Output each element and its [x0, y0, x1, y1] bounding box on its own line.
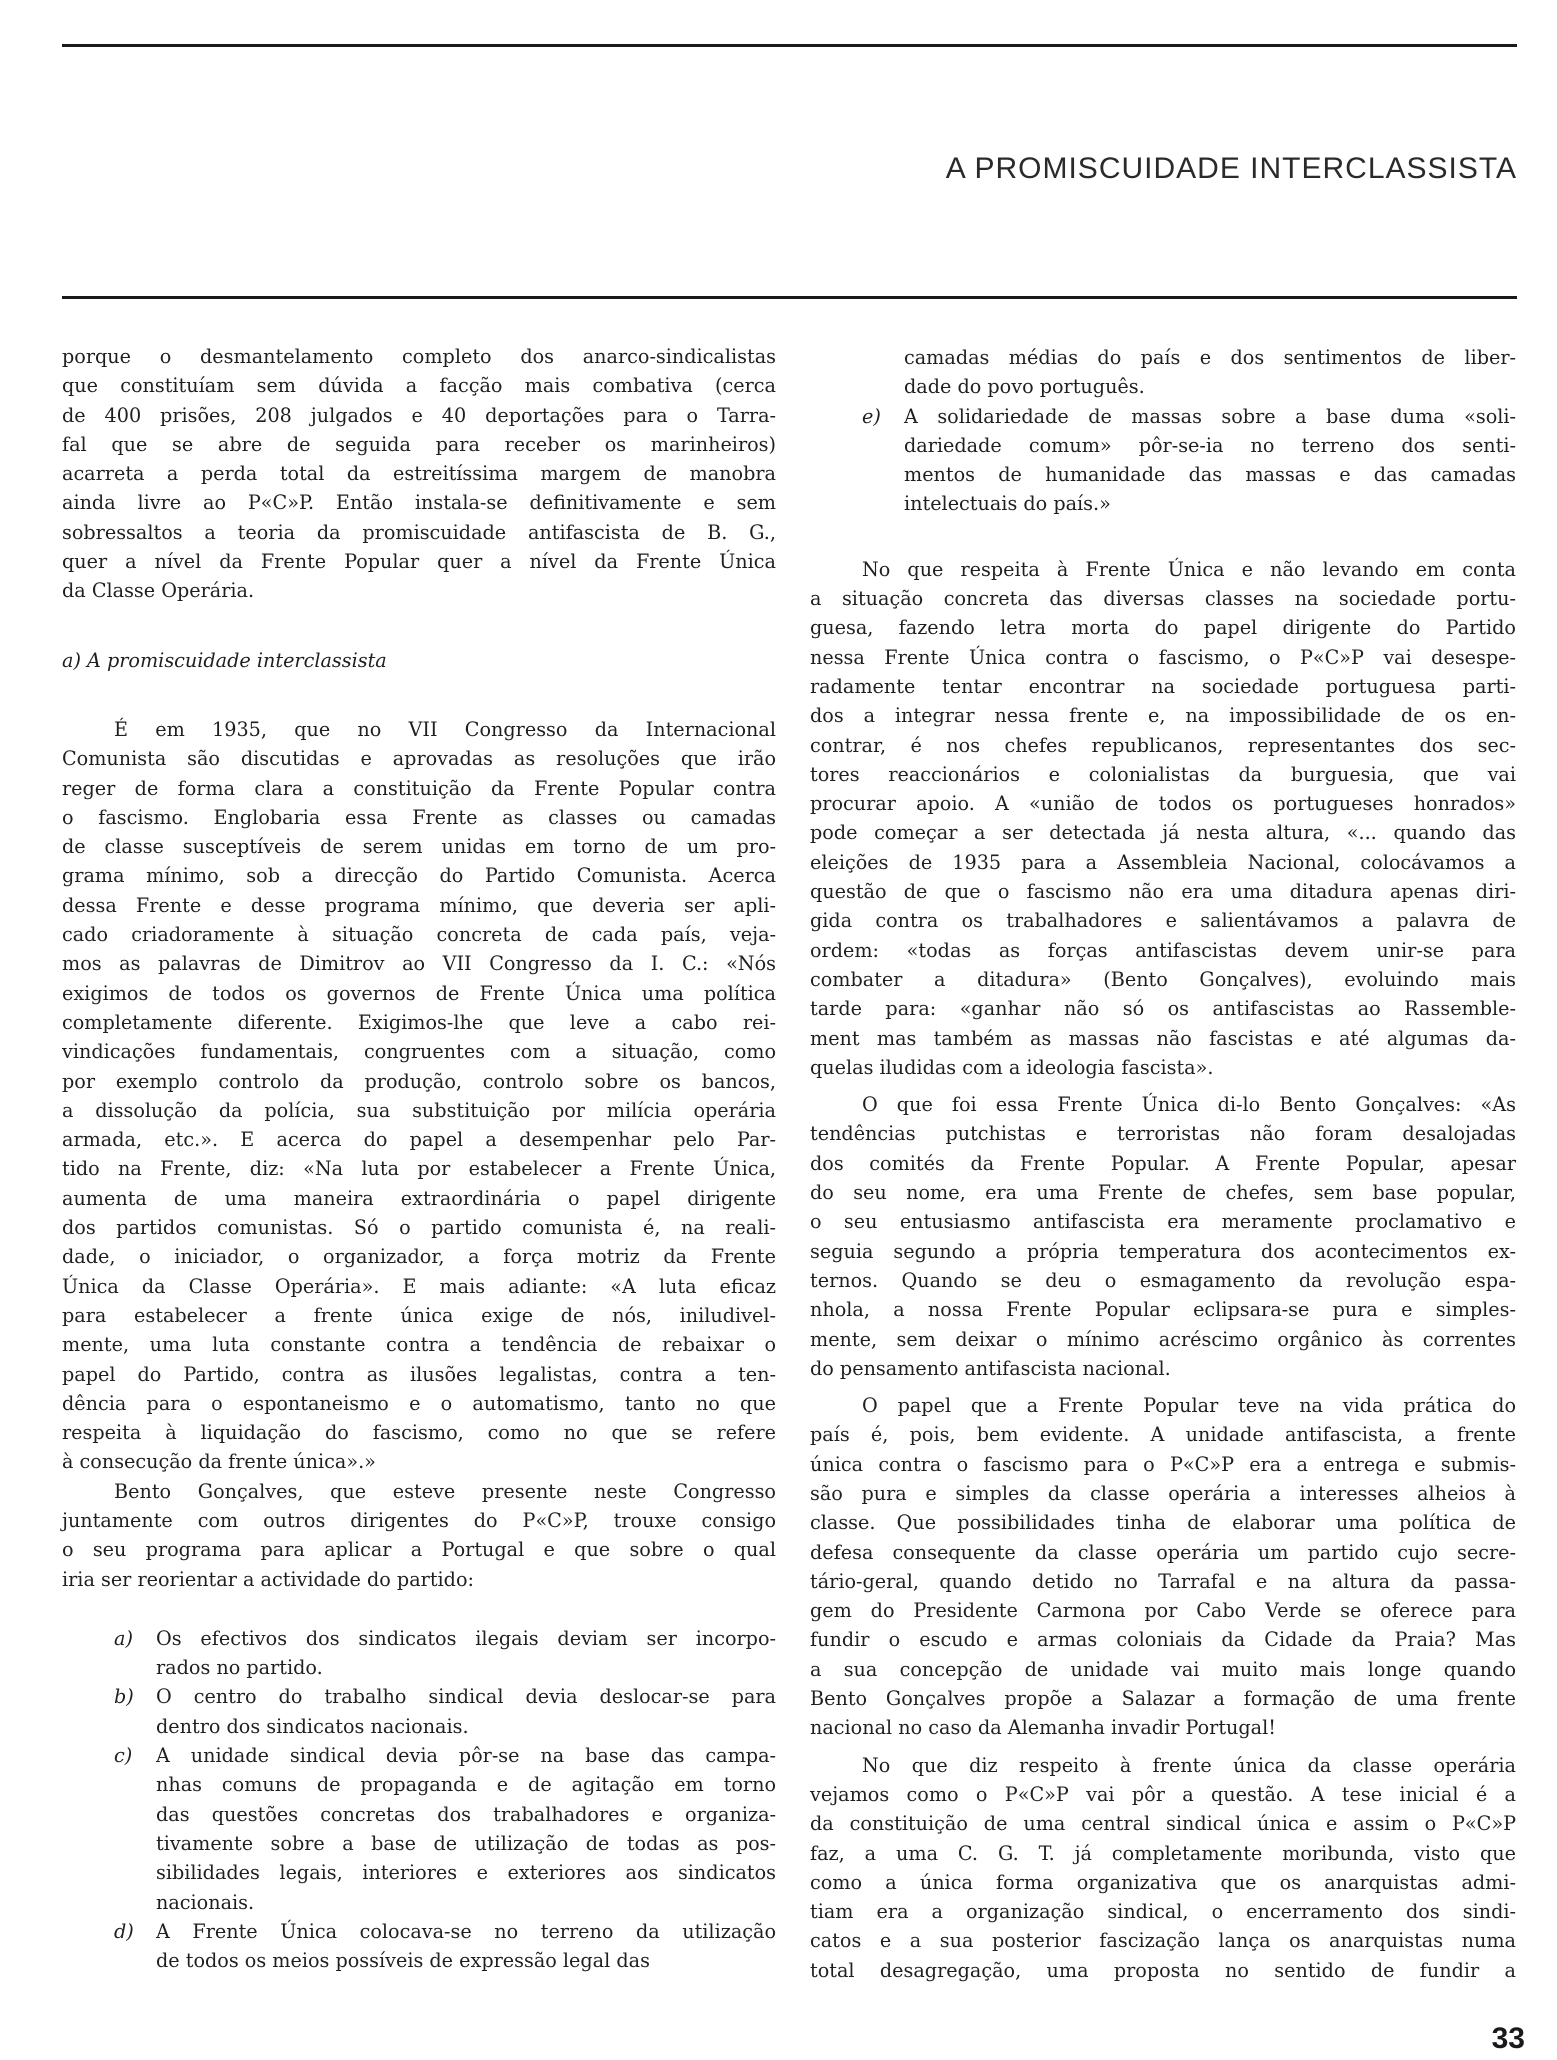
text-line: à consecução da frente única».» — [62, 1450, 376, 1474]
text-line: país é, pois, bem evidente. A unidade antifascista, a frente — [810, 1423, 1516, 1447]
list-item-line — [62, 1917, 776, 1946]
list-item-d-continued — [810, 343, 1516, 402]
text-line: como a única forma organizativa que os anarquistas admi- — [810, 1870, 1516, 1894]
list-item-text: nacionais. — [156, 1890, 255, 1914]
text-line: são pura e simples da classe operária a interesses alheios à — [810, 1481, 1516, 1505]
list-item-text: O centro do trabalho sindical devia deslocar-se para — [156, 1685, 776, 1709]
text-line: eleições de 1935 para a Assembleia Nacional, colocávamos a — [810, 850, 1516, 874]
list-item-e — [810, 402, 1516, 519]
list-item-text: A unidade sindical devia pôr-se na base das campa- — [156, 1744, 776, 1768]
text-line: exigimos de todos os governos de Frente Única uma política — [62, 981, 776, 1005]
text-line: a sua concepção de unidade vai muito mais longe quando — [810, 1657, 1516, 1681]
text-line: grama mínimo, sob a direcção do Partido Comunista. Acerca — [62, 864, 776, 888]
list-item — [62, 1917, 776, 1976]
paragraph-1 — [62, 342, 776, 606]
text-line: a dissolução da polícia, sua substituição por milícia operária — [62, 1098, 776, 1122]
list-item — [62, 1682, 776, 1741]
text-line: do pensamento antifascista nacional. — [810, 1356, 1171, 1380]
text-line: faz, a uma C. G. T. já completamente moribunda, visto que — [810, 1841, 1516, 1865]
text-line: mente, uma luta constante contra a tendência de rebaixar o — [62, 1333, 776, 1357]
text-line: seguia segundo a própria temperatura dos acontecimentos ex- — [810, 1239, 1516, 1263]
text-line: gida contra os trabalhadores e salientávamos a palavra de — [810, 909, 1516, 933]
text-line: o seu entusiasmo antifascista era meramente proclamativo e — [810, 1210, 1516, 1234]
list-item-line — [810, 431, 1516, 460]
text-line: do seu nome, era uma Frente de chefes, sem base popular, — [810, 1181, 1516, 1205]
section-title: A PROMISCUIDADE INTERCLASSISTA — [945, 152, 1517, 185]
list-item-label: b) — [114, 1685, 134, 1709]
text-line: juntamente com outros dirigentes do P«C»P, trouxe consigo — [62, 1508, 776, 1532]
list-item-text: tivamente sobre a base de utilização de todas as pos- — [156, 1831, 776, 1855]
text-line: armada, etc.». E acerca do papel a desempenhar pelo Par- — [62, 1128, 776, 1152]
text-line: ternos. Quando se deu o esmagamento da revolução espa- — [810, 1268, 1516, 1292]
list-item-line — [62, 1888, 776, 1917]
list-item-line — [62, 1653, 776, 1682]
text-line: porque o desmantelamento completo dos anarco-sindicalistas — [62, 345, 776, 368]
text-line: vindicações fundamentais, congruentes com a situação, como — [62, 1040, 776, 1064]
text-line: Única da Classe Operária». E mais adiante: «A luta eficaz — [62, 1274, 776, 1298]
text-line: total desagregação, uma proposta no sentido de fundir a — [810, 1958, 1516, 1982]
list-item-text: Os efectivos dos sindicatos ilegais deviam ser incorpo- — [156, 1626, 776, 1650]
list-item-text: mentos de humanidade das massas e das camadas — [904, 463, 1516, 487]
paragraph-2 — [62, 715, 776, 1477]
list-item-line — [62, 1770, 776, 1799]
text-line: da Classe Operária. — [62, 579, 255, 603]
text-line: dos partidos comunistas. Só o partido comunista é, na reali- — [62, 1216, 776, 1240]
list-item-text: dentro dos sindicatos nacionais. — [156, 1714, 469, 1738]
list-item — [62, 1624, 776, 1683]
text-line: É em 1935, que no VII Congresso da Internacional — [114, 717, 776, 741]
text-line: mente, sem deixar o mínimo acréscimo orgânico às correntes — [810, 1327, 1516, 1351]
text-line: tiam era a organização sindical, o encerramento dos sindi- — [810, 1900, 1516, 1924]
text-line: tário-geral, quando detido no Tarrafal e na altura da passa- — [810, 1569, 1516, 1593]
spacer — [62, 675, 776, 715]
list-item-line — [810, 489, 1516, 518]
text-line: Comunista são discutidas e aprovadas as resoluções que irão — [62, 747, 776, 771]
text-line: radamente tentar encontrar na sociedade portuguesa parti- — [810, 674, 1516, 698]
list-item-line — [62, 1858, 776, 1887]
text-line: procurar apoio. A «união de todos os portugueses honrados» — [810, 792, 1516, 816]
text-line: dos comités da Frente Popular. A Frente Popular, apesar — [810, 1151, 1516, 1175]
spacer — [810, 519, 1516, 555]
text-line: a situação concreta das diversas classes na sociedade portu- — [810, 587, 1516, 611]
list-item-label: c) — [114, 1744, 133, 1768]
text-line: fundir o escudo e armas coloniais da Cidade da Praia? Mas — [810, 1628, 1516, 1652]
text-line: combater a ditadura» (Bento Gonçalves), evoluindo mais — [810, 967, 1516, 991]
list-item-line — [62, 1682, 776, 1711]
text-line: tendências putchistas e terroristas não foram desalojadas — [810, 1122, 1516, 1146]
text-line: ainda livre ao P«C»P. Então instala-se definitivamente e sem — [62, 491, 776, 515]
section-heading: a) A promiscuidade interclassista — [62, 648, 387, 672]
list-item-line — [62, 1829, 776, 1858]
paragraph-r1 — [810, 555, 1516, 1082]
text-line: contrar, é nos chefes republicanos, representantes dos sec- — [810, 733, 1516, 757]
paragraph-r2 — [810, 1090, 1516, 1383]
right-column — [810, 343, 1516, 1985]
top-rule — [62, 44, 1517, 47]
list-item-text: sibilidades legais, interiores e exteriores aos sindicatos — [156, 1861, 776, 1885]
text-line: tido na Frente, diz: «Na luta por estabelecer a Frente Única, — [62, 1157, 776, 1181]
text-line: quelas iludidas com a ideologia fascista». — [810, 1055, 1214, 1079]
text-line: nessa Frente Única contra o fascismo, o P«C»P vai desespe- — [810, 645, 1516, 669]
text-line: catos e a sua posterior fascização lança os anarquistas numa — [810, 1929, 1516, 1953]
text-line: gem do Presidente Carmona por Cabo Verde se oferece para — [810, 1599, 1516, 1623]
list-item — [810, 402, 1516, 519]
list-item-label: d) — [114, 1919, 134, 1943]
text-line: para estabelecer a frente única exige de nós, iniludivel- — [62, 1303, 776, 1327]
paragraph-3 — [62, 1477, 776, 1594]
list-items — [62, 1624, 776, 1976]
text-line: respeita à liquidação do fascismo, como no que se refere — [62, 1421, 776, 1445]
text-line: nhola, a nossa Frente Popular eclipsara-se pura e simples- — [810, 1298, 1516, 1322]
list-item-text: intelectuais do país.» — [904, 492, 1111, 516]
text-line: tores reaccionários e colonialistas da burguesia, que vai — [810, 762, 1516, 786]
text-line: aumenta de uma maneira extraordinária o papel dirigente — [62, 1186, 776, 1210]
list-item-text: das questões concretas dos trabalhadores e organiza- — [156, 1802, 776, 1826]
text-line: dade do povo português. — [904, 375, 1145, 399]
text-line: camadas médias do país e dos sentimentos de liber- — [904, 346, 1516, 369]
paragraph-r4 — [810, 1751, 1516, 1985]
text-line: pode começar a ser detectada já nesta altura, «... quando das — [810, 821, 1516, 845]
list-item-line — [62, 1624, 776, 1653]
text-line: única contra o fascismo para o P«C»P era a entrega e submis- — [810, 1452, 1516, 1476]
text-line: No que respeita à Frente Única e não levando em conta — [862, 557, 1516, 581]
list-item — [62, 1741, 776, 1917]
list-item-text: A solidariedade de massas sobre a base duma «soli- — [904, 404, 1516, 428]
paragraph-r3 — [810, 1391, 1516, 1743]
list-item-line — [62, 1741, 776, 1770]
text-line: reger de forma clara a constituição da Frente Popular contra — [62, 776, 776, 800]
left-column — [62, 342, 776, 1975]
text-line: dos a integrar nessa frente e, na impossibilidade de os en- — [810, 704, 1516, 728]
text-line: o fascismo. Englobaria essa Frente as classes ou camadas — [62, 805, 776, 829]
text-line: Bento Gonçalves, que esteve presente neste Congresso — [114, 1479, 776, 1503]
list-item-line — [810, 460, 1516, 489]
text-line: defesa consequente da classe operária um partido cujo secre- — [810, 1540, 1516, 1564]
text-line: completamente diferente. Exigimos-lhe que leve a cabo rei- — [62, 1010, 776, 1034]
text-line: o seu programa para aplicar a Portugal e que sobre o qual — [62, 1538, 776, 1562]
header-rule — [62, 296, 1517, 299]
text-line: iria ser reorientar a actividade do partido: — [62, 1567, 474, 1591]
text-line: papel do Partido, contra as ilusões legalistas, contra a ten- — [62, 1362, 776, 1386]
spacer — [62, 606, 776, 646]
text-line: mos as palavras de Dimitrov ao VII Congresso da I. C.: «Nós — [62, 952, 776, 976]
text-line: de 400 prisões, 208 julgados e 40 deportações para o Tarra- — [62, 403, 776, 427]
list-item-text: nhas comuns de propaganda e de agitação em torno — [156, 1773, 776, 1797]
list-item-line — [62, 1800, 776, 1829]
text-line: ment mas também as massas não fascistas e até algumas da- — [810, 1026, 1516, 1050]
list-item-line — [810, 402, 1516, 431]
text-line: vejamos como o P«C»P vai pôr a questão. A tese inicial é a — [810, 1782, 1516, 1806]
text-line: sobressaltos a teoria da promiscuidade antifascista de B. G., — [62, 520, 776, 544]
list-item-label: a) — [114, 1626, 133, 1650]
list-item-line — [62, 1712, 776, 1741]
text-line: tarde para: «ganhar não só os antifascistas ao Rassemble- — [810, 997, 1516, 1021]
list-item-text: dariedade comum» pôr-se-ia no terreno dos senti- — [904, 433, 1516, 457]
text-line: guesa, fazendo letra morta do papel dirigente do Partido — [810, 616, 1516, 640]
list-item-label: e) — [862, 404, 881, 428]
list-item-text: de todos os meios possíveis de expressão legal das — [156, 1949, 650, 1973]
text-line: O papel que a Frente Popular teve na vida prática do — [862, 1394, 1516, 1418]
text-line: No que diz respeito à frente única da classe operária — [862, 1753, 1516, 1777]
text-line: fal que se abre de seguida para receber os marinheiros) — [62, 432, 776, 456]
text-line: que constituíam sem dúvida a facção mais combativa (cerca — [62, 374, 776, 398]
text-line: cado criadoramente à situação concreta de cada país, veja- — [62, 923, 776, 947]
text-line: ordem: «todas as forças antifascistas devem unir-se para — [810, 938, 1516, 962]
text-line: Bento Gonçalves propõe a Salazar a formação de uma frente — [810, 1687, 1516, 1711]
text-line: quer a nível da Frente Popular quer a nível da Frente Única — [62, 550, 776, 574]
text-line: de classe susceptíveis de serem unidas em torno de um pro- — [62, 835, 776, 859]
list-item-text: A Frente Única colocava-se no terreno da utilização — [156, 1919, 776, 1943]
text-line: questão de que o fascismo não era uma ditadura apenas diri- — [810, 880, 1516, 904]
text-line: da constituição de uma central sindical única e assim o P«C»P — [810, 1812, 1516, 1836]
text-line: acarreta a perda total da estreitíssima margem de manobra — [62, 462, 776, 486]
text-line: por exemplo controlo da produção, controlo sobre os bancos, — [62, 1069, 776, 1093]
page-number: 33 — [1491, 2022, 1525, 2055]
list-item-text: rados no partido. — [156, 1656, 323, 1680]
spacer — [62, 1594, 776, 1624]
text-line: dade, o iniciador, o organizador, a força motriz da Frente — [62, 1245, 776, 1269]
list-item-line — [62, 1946, 776, 1975]
text-line: O que foi essa Frente Única di-lo Bento Gonçalves: «As — [862, 1093, 1516, 1117]
text-line: classe. Que possibilidades tinha de elaborar uma política de — [810, 1511, 1516, 1535]
text-line: dessa Frente e desse programa mínimo, que deveria ser apli- — [62, 893, 776, 917]
text-line: dência para o espontaneismo e o automatismo, tanto no que — [62, 1391, 776, 1415]
text-line: nacional no caso da Alemanha invadir Portugal! — [810, 1716, 1276, 1740]
